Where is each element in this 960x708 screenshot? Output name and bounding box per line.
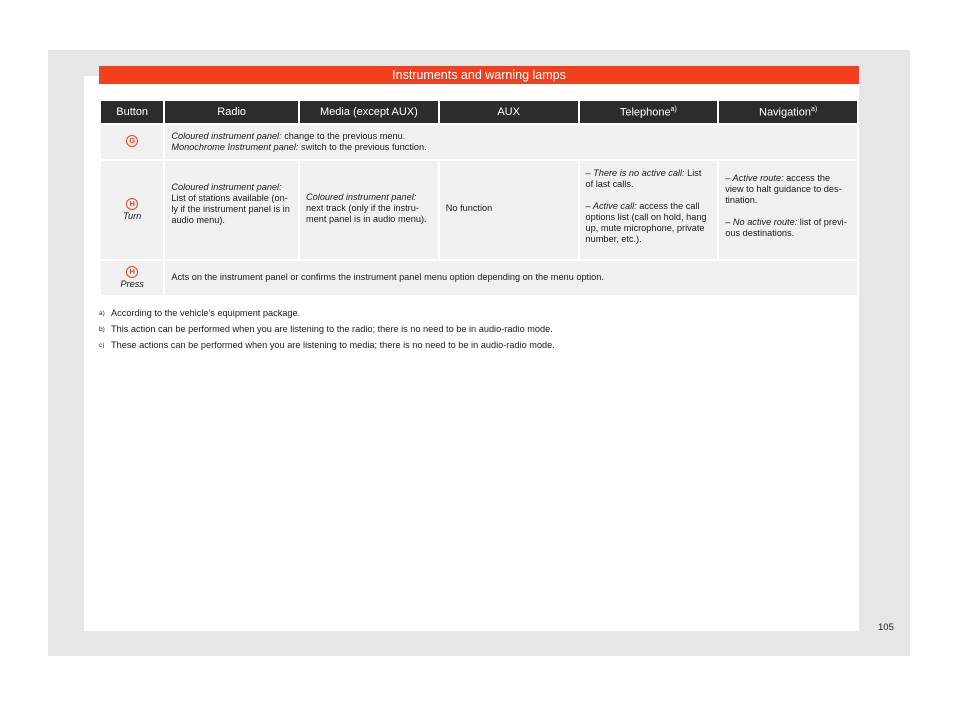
col-header-aux: AUX [440, 101, 578, 123]
button-cell-g [101, 123, 163, 159]
col-header-button: Button [101, 101, 163, 123]
radio-cell: Coloured instrument panel: List of stations available (on-ly if the instrument panel is in audio menu). [165, 159, 298, 259]
aux-cell: No function [440, 159, 578, 259]
col-header-radio: Radio [165, 101, 298, 123]
telephone-cell: – There is no active call: List of last calls. – Active call: access the call options list (call on hold, hang up, mute microphone, private number, etc.). [580, 159, 718, 259]
button-h-icon: H [126, 198, 138, 210]
page-number: 105 [878, 622, 894, 633]
row-g-description: Coloured instrument panel: change to the previous menu. Monochrome Instrument panel: switch to the previous function. [165, 123, 857, 159]
col-header-telephone: Telephone$^{a)}$ [580, 101, 718, 123]
col-header-navigation: Navigation$^{a)}$ [719, 101, 857, 123]
footnote-c: c) These actions can be performed when you are listening to media; there is no need to be in audio-radio mode. [99, 340, 555, 350]
footnote-a: a) According to the vehicle's equipment package. [99, 308, 301, 318]
button-h-press-icon: H [126, 266, 138, 278]
section-header: Instruments and warning lamps [99, 66, 859, 84]
navigation-cell: – Active route: access the view to halt guidance to des-tination. – No active route: list of previ-ous destinations. [719, 159, 857, 259]
button-g-icon: G [126, 135, 138, 147]
row-h-press-description: Acts on the instrument panel or confirms the instrument panel menu option depending on the menu option. [165, 259, 857, 295]
table-row-g [101, 123, 857, 159]
controls-table [99, 101, 859, 295]
table-header-row [101, 101, 857, 123]
table-row-h-turn [101, 159, 857, 259]
table-row-h-press [101, 259, 857, 295]
media-cell: Coloured instrument panel: next track (only if the instru-ment panel is in audio menu). [300, 159, 438, 259]
footnote-b: b) This action can be performed when you are listening to the radio; there is no need to be in audio-radio mode. [99, 324, 553, 334]
button-cell-h-turn: H Turn [101, 159, 163, 259]
col-header-media: Media (except AUX) [300, 101, 438, 123]
button-cell-h-press: H Press [101, 259, 163, 295]
footnotes [99, 308, 859, 356]
